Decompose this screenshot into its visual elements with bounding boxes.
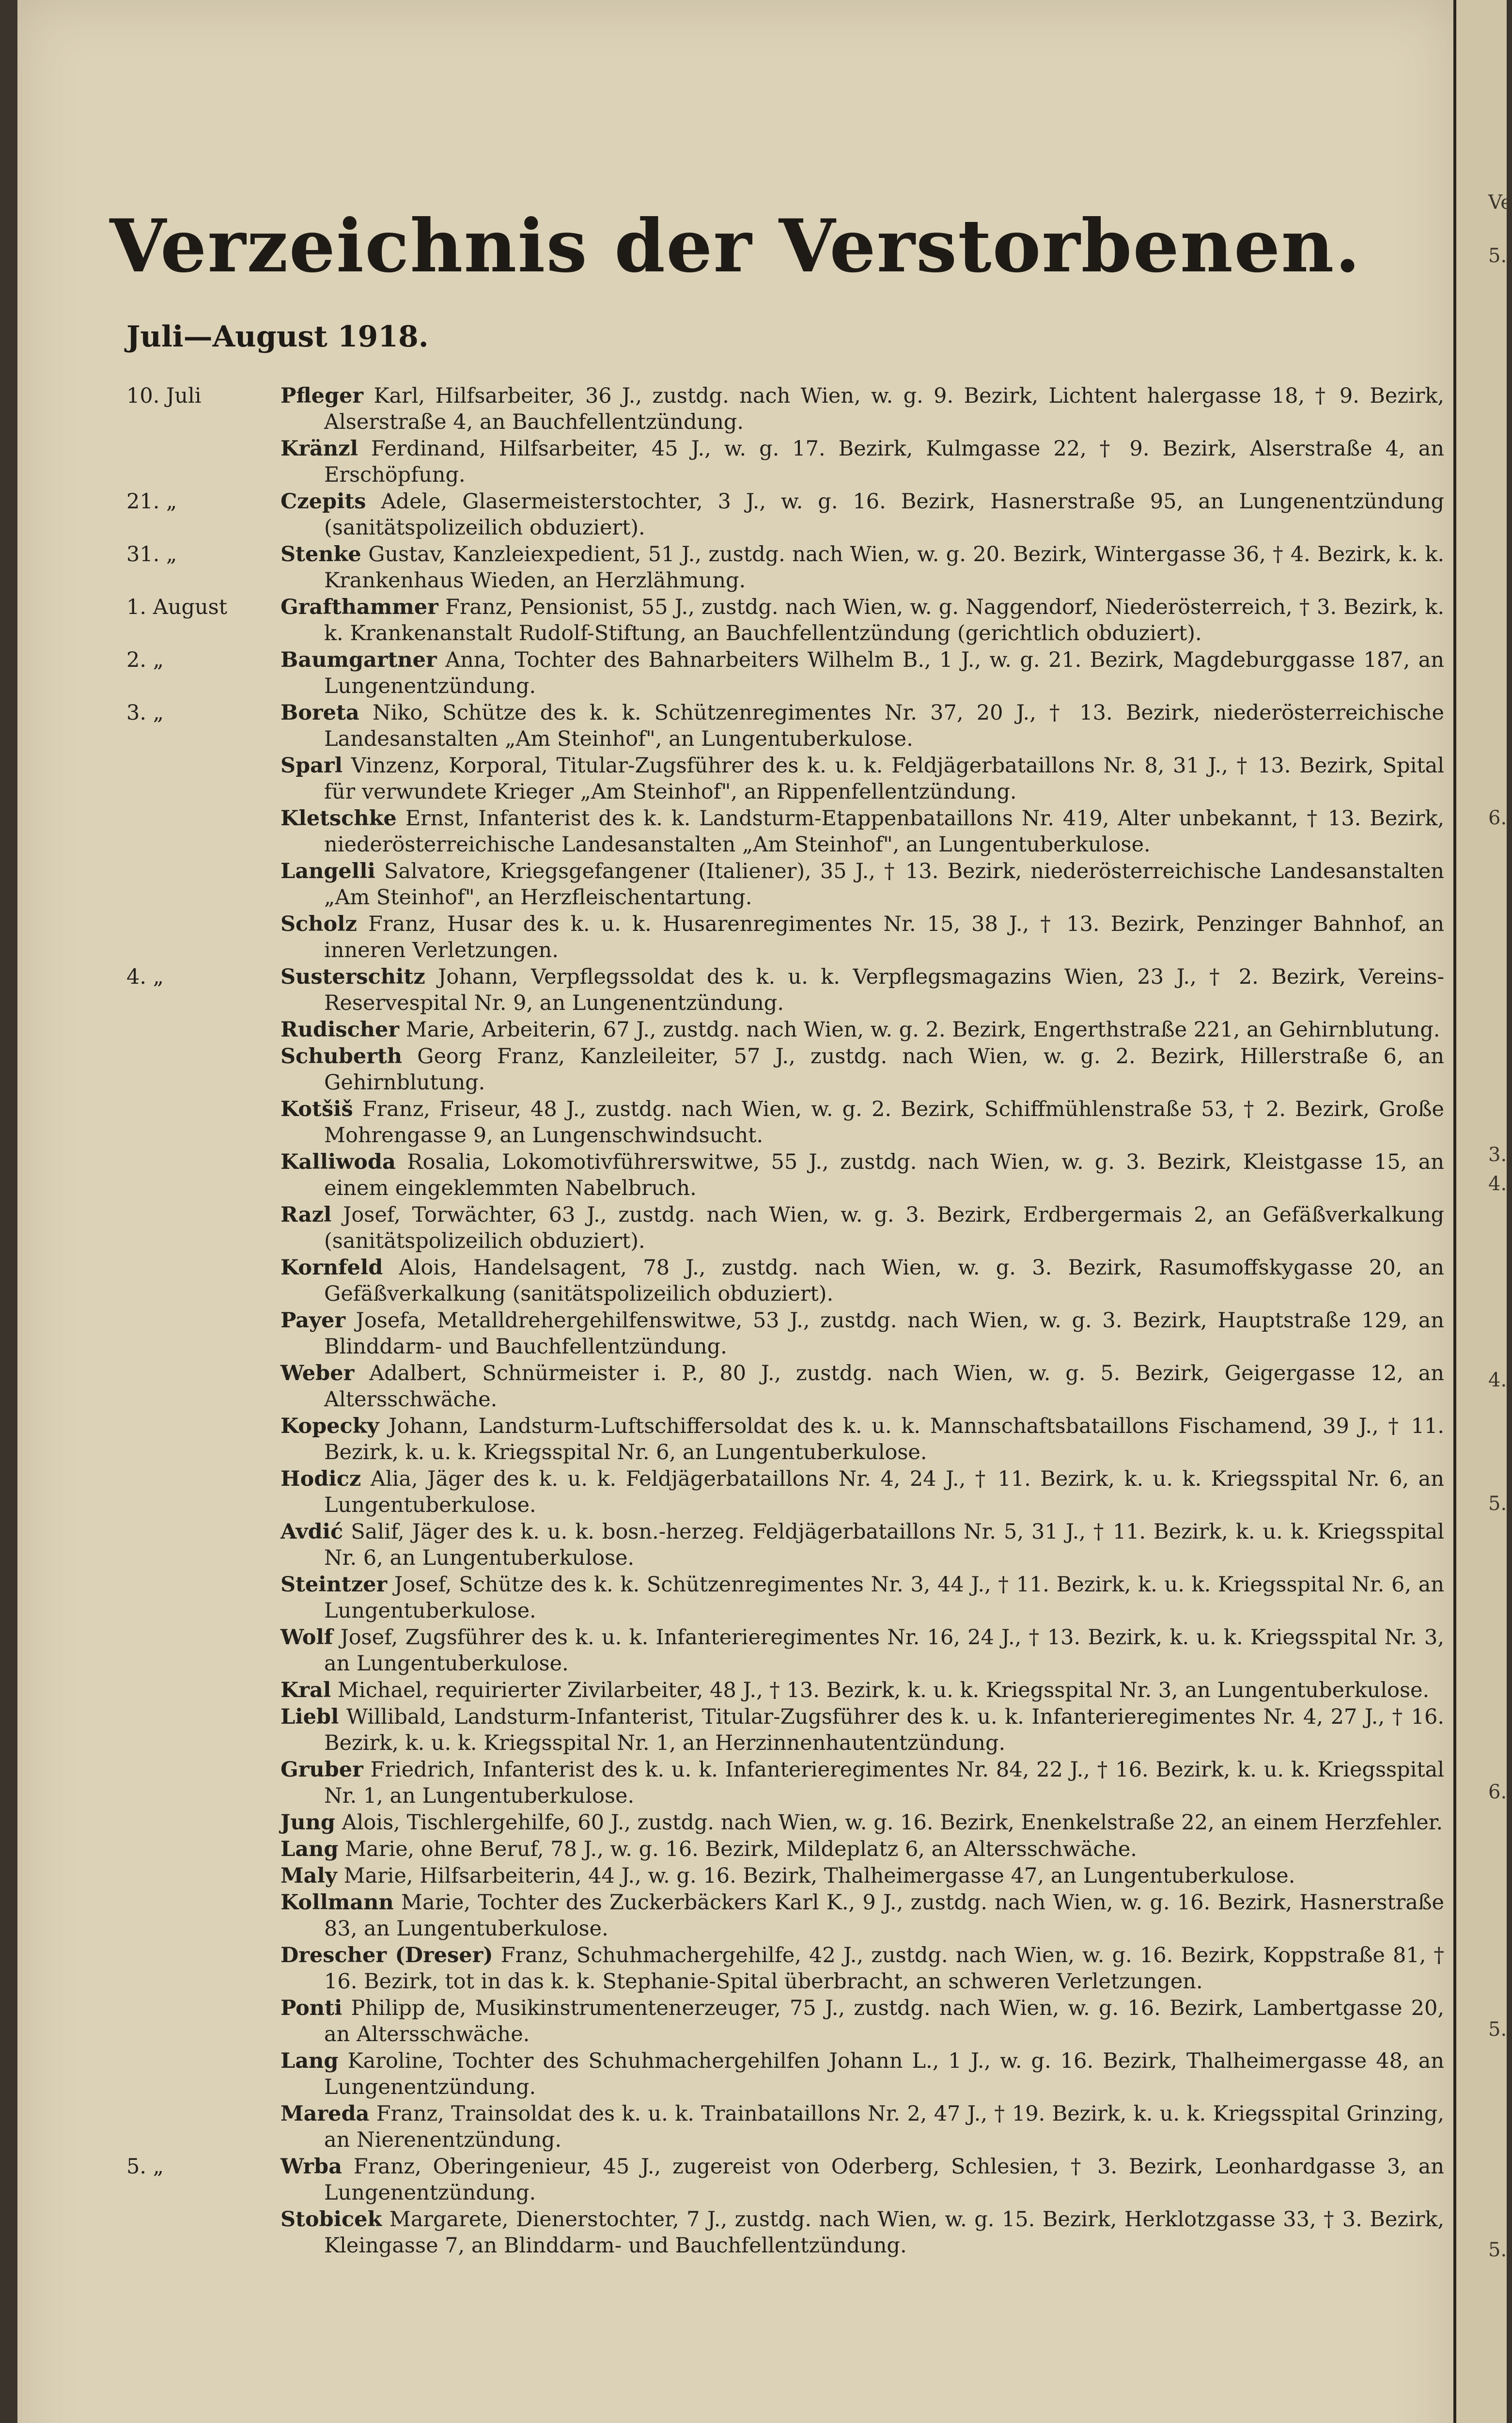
entry-surname: Wrba: [281, 2155, 342, 2179]
entry-body: [281, 911, 1444, 963]
entry-surname: Kopecky: [281, 1414, 379, 1438]
entry-body: [281, 1466, 1444, 1518]
entry-surname: Susterschitz: [281, 965, 425, 989]
entry-surname: Schuberth: [281, 1044, 402, 1069]
entry-body: [281, 2101, 1444, 2153]
entry-row: [126, 2048, 1444, 2100]
entry-date: 10. Juli: [126, 384, 202, 408]
entry-row: [126, 1255, 1444, 1307]
entry-row: [126, 1413, 1444, 1465]
entry-surname: Ponti: [281, 1996, 343, 2020]
entry-details: Marie, Hilfsarbeiterin, 44 J., w. g. 16. Bezirk, Thalheimergasse 47, an Lungentuberkulose.: [343, 1864, 1295, 1888]
strip-mark: 4.: [1488, 1173, 1507, 1195]
entry-surname: Boreta: [281, 701, 359, 725]
entry-body: [281, 1413, 1444, 1465]
section-heading: Juli—August 1918.: [126, 320, 429, 354]
entry-row: [126, 1995, 1444, 2047]
entry-details: Margarete, Dienerstochter, 7 J., zustdg. nach Wien, w. g. 15. Bezirk, Herklotzgasse 33, † 3. Bezirk, Kleingasse 7, an Blinddarm- und Bauchfellentzündung.: [324, 2207, 1444, 2258]
entry-details: Philipp de, Musikinstrumentenerzeuger, 75 J., zustdg. nach Wien, w. g. 16. Bezirk, Lambertgasse 20, an Altersschwäche.: [324, 1996, 1445, 2046]
entry-details: Gustav, Kanzleiexpedient, 51 J., zustdg. nach Wien, w. g. 20. Bezirk, Wintergasse 36, † 4. Bezirk, k. k. Krankenhaus Wieden, an Herzlähmung.: [324, 542, 1444, 593]
entry-body: [281, 1149, 1444, 1201]
entry-details: Alois, Tischlergehilfe, 60 J., zustdg. nach Wien, w. g. 16. Bezirk, Enenkelstraße 22, an einem Herzfehler.: [342, 1810, 1443, 1835]
entry-details: Franz, Oberingenieur, 45 J., zugereist von Oderberg, Schlesien, † 3. Bezirk, Leonhardgasse 3, an Lungenentzündung.: [324, 2155, 1444, 2205]
entry-row: [126, 1202, 1444, 1254]
entry-surname: Kalliwoda: [281, 1150, 396, 1174]
entry-body: [281, 1202, 1444, 1254]
strip-mark: 3.: [1488, 1144, 1507, 1166]
strip-mark: 4.: [1488, 1369, 1507, 1391]
entry-row: [126, 1017, 1444, 1043]
entry-list: [126, 383, 1444, 2259]
entry-surname: Payer: [281, 1308, 346, 1333]
entry-surname: Czepits: [281, 489, 366, 514]
entry-details: Karoline, Tochter des Schuhmachergehilfen Johann L., 1 J., w. g. 16. Bezirk, Thalheimergasse 48, an Lungenentzündung.: [324, 2049, 1445, 2099]
entry-row: [126, 1519, 1444, 1571]
entry-body: [281, 1360, 1444, 1413]
entry-details: Ernst, Infanterist des k. k. Landsturm-Etappenbataillons Nr. 419, Alter unbekannt, † 13. Bezirk, niederösterreichische Landesanstalten „Am Steinhof", an Lungentuberkulose.: [324, 806, 1444, 857]
entry-surname: Stobicek: [281, 2207, 382, 2232]
entry-row: [126, 1096, 1444, 1149]
entry-surname: Baumgartner: [281, 648, 437, 672]
strip-mark: 5.: [1488, 2239, 1507, 2261]
entry-details: Alois, Handelsagent, 78 J., zustdg. nach Wien, w. g. 3. Bezirk, Rasumoffskygasse 20, an Gefäßverkalkung (sanitätspolizeilich obduziert).: [324, 1256, 1444, 1306]
entry-row: [126, 1704, 1444, 1756]
entry-body: [281, 1043, 1444, 1096]
entry-row: [126, 1307, 1444, 1360]
entry-details: Karl, Hilfsarbeiter, 36 J., zustdg. nach Wien, w. g. 9. Bezirk, Lichtent halergasse 18, † 9. Bezirk, Alserstraße 4, an Bauchfellentzündung.: [324, 384, 1445, 434]
entry-details: Adele, Glasermeisterstochter, 3 J., w. g. 16. Bezirk, Hasnerstraße 95, an Lungenentzündung (sanitätspolizeilich obduziert).: [324, 489, 1445, 540]
entry-surname: Kränzl: [281, 437, 358, 461]
entry-row: [126, 1836, 1444, 1862]
entry-body: [281, 541, 1444, 594]
entry-body: [281, 1255, 1444, 1307]
entry-details: Franz, Schuhmachergehilfe, 42 J., zustdg. nach Wien, w. g. 16. Bezirk, Koppstraße 81, † 16. Bezirk, tot in das k. k. Stephanie-Spital überbracht, an schweren Verletzungen.: [324, 1943, 1444, 1994]
entry-row: [126, 1809, 1444, 1836]
entry-surname: Grafthammer: [281, 595, 438, 619]
entry-body: [281, 1572, 1444, 1624]
entry-details: Niko, Schütze des k. k. Schützenregimentes Nr. 37, 20 J., † 13. Bezirk, niederösterreichische Landesanstalten „Am Steinhof", an Lungentuberkulose.: [324, 701, 1444, 751]
entry-details: Franz, Pensionist, 55 J., zustdg. nach Wien, w. g. Naggendorf, Niederösterreich, † 3. Bezirk, k. k. Krankenanstalt Rudolf-Stiftung, an Bauchfellentzündung (gerichtlich obduziert).: [324, 595, 1445, 645]
entry-row: [126, 2154, 1444, 2206]
strip-mark: 5.: [1488, 245, 1507, 267]
entry-row: [126, 1942, 1444, 1995]
entry-details: Alia, Jäger des k. u. k. Feldjägerbataillons Nr. 4, 24 J., † 11. Bezirk, k. u. k. Kriegsspital Nr. 6, an Lungentuberkulose.: [324, 1467, 1444, 1517]
entry-row: [126, 753, 1444, 805]
entry-surname: Scholz: [281, 912, 357, 936]
entry-body: [281, 964, 1444, 1016]
entry-body: [281, 1757, 1444, 1809]
strip-mark: Ve: [1488, 191, 1512, 214]
entry-date: 21. „: [126, 489, 177, 514]
entry-row: [126, 1757, 1444, 1809]
entry-date: 2. „: [126, 648, 164, 672]
entry-surname: Gruber: [281, 1758, 363, 1782]
entry-details: Franz, Friseur, 48 J., zustdg. nach Wien, w. g. 2. Bezirk, Schiffmühlenstraße 53, † 2. Bezirk, Große Mohrengasse 9, an Lungenschwindsucht.: [324, 1097, 1444, 1148]
entry-surname: Stenke: [281, 542, 361, 566]
entry-row: [126, 1572, 1444, 1624]
entry-surname: Weber: [281, 1361, 355, 1385]
entry-surname: Hodicz: [281, 1467, 361, 1491]
entry-surname: Liebl: [281, 1705, 339, 1729]
entry-body: [281, 647, 1444, 699]
entry-body: [281, 594, 1444, 646]
entry-surname: Lang: [281, 1837, 339, 1861]
entry-surname: Kletschke: [281, 806, 397, 831]
entry-details: Josef, Zugsführer des k. u. k. Infanterieregimentes Nr. 16, 24 J., † 13. Bezirk, k. u. k. Kriegsspital Nr. 3, an Lungentuberkulose.: [324, 1625, 1444, 1676]
strip-mark: 5.: [1488, 1493, 1507, 1515]
entry-body: [281, 1704, 1444, 1756]
entry-surname: Pfleger: [281, 384, 364, 408]
entry-row: [126, 1149, 1444, 1201]
entry-body: [281, 805, 1444, 858]
document-page: [17, 0, 1453, 2423]
entry-row: [126, 2101, 1444, 2153]
entry-details: Franz, Trainsoldat des k. u. k. Trainbataillons Nr. 2, 47 J., † 19. Bezirk, k. u. k. Kriegsspital Grinzing, an Nierenentzündung.: [324, 2102, 1444, 2152]
strip-mark: 6.: [1488, 807, 1507, 829]
entry-row: [126, 647, 1444, 699]
entry-row: [126, 1677, 1444, 1703]
entry-body: [281, 2048, 1444, 2100]
entry-body: [281, 488, 1444, 541]
entry-surname: Steintzer: [281, 1573, 388, 1597]
entry-row: [126, 436, 1444, 488]
entry-details: Willibald, Landsturm-Infanterist, Titular-Zugsführer des k. u. k. Infanterieregimentes Nr. 4, 27 J., † 16. Bezirk, k. u. k. Kriegsspital Nr. 1, an Herzinnenhautentzündung.: [324, 1705, 1444, 1755]
entry-row: [126, 1466, 1444, 1518]
entry-date: 31. „: [126, 542, 177, 566]
entry-row: [126, 541, 1444, 594]
entry-details: Anna, Tochter des Bahnarbeiters Wilhelm B., 1 J., w. g. 21. Bezirk, Magdeburggasse 187, an Lungenentzündung.: [324, 648, 1444, 698]
adjacent-page-edge: [1453, 0, 1512, 2423]
entry-row: [126, 964, 1444, 1016]
entry-body: [281, 1863, 1444, 1889]
entry-row: [126, 700, 1444, 752]
entry-body: [281, 1942, 1444, 1995]
entry-details: Johann, Verpflegssoldat des k. u. k. Verpflegsmagazins Wien, 23 J., † 2. Bezirk, Vereins-Reservespital Nr. 9, an Lungenentzündung.: [324, 965, 1445, 1015]
entry-details: Marie, Arbeiterin, 67 J., zustdg. nach Wien, w. g. 2. Bezirk, Engerthstraße 221, an Gehirnblutung.: [405, 1018, 1440, 1042]
entry-surname: Drescher (Dreser): [281, 1943, 493, 1967]
entry-surname: Maly: [281, 1864, 337, 1888]
entry-row: [126, 2206, 1444, 2259]
entry-surname: Kollmann: [281, 1890, 394, 1915]
entry-body: [281, 1017, 1444, 1043]
entry-details: Marie, ohne Beruf, 78 J., w. g. 16. Bezirk, Mildeplatz 6, an Altersschwäche.: [345, 1837, 1137, 1861]
entry-row: [126, 911, 1444, 963]
entry-date: 4. „: [126, 965, 164, 989]
entry-row: [126, 1360, 1444, 1413]
entry-body: [281, 858, 1444, 911]
entry-body: [281, 1519, 1444, 1571]
entry-date: 3. „: [126, 701, 164, 725]
entry-body: [281, 1809, 1444, 1836]
entry-body: [281, 1096, 1444, 1149]
entry-body: [281, 1995, 1444, 2047]
entry-surname: Kotšiš: [281, 1097, 353, 1121]
entry-row: [126, 1889, 1444, 1942]
entry-details: Salif, Jäger des k. u. k. bosn.-herzeg. Feldjägerbataillons Nr. 5, 31 J., † 11. Bezirk, k. u. k. Kriegsspital Nr. 6, an Lungentuberkulose.: [324, 1520, 1445, 1570]
entry-row: [126, 805, 1444, 858]
entry-body: [281, 1836, 1444, 1862]
entry-details: Michael, requirierter Zivilarbeiter, 48 J., † 13. Bezirk, k. u. k. Kriegsspital Nr. 3, an Lungentuberkulose.: [337, 1678, 1430, 1702]
entry-row: [126, 858, 1444, 911]
entry-surname: Mareda: [281, 2102, 370, 2126]
entry-body: [281, 383, 1444, 435]
entry-details: Friedrich, Infanterist des k. u. k. Infanterieregimentes Nr. 84, 22 J., † 16. Bezirk, k. u. k. Kriegsspital Nr. 1, an Lungentuberkulose.: [324, 1758, 1444, 1808]
entry-surname: Langelli: [281, 859, 375, 883]
entry-details: Vinzenz, Korporal, Titular-Zugsführer des k. u. k. Feldjägerbataillons Nr. 8, 31 J., † 13. Bezirk, Spital für verwundete Krieger „Am Steinhof", an Rippenfellentzündung.: [324, 754, 1445, 804]
entry-details: Josef, Torwächter, 63 J., zustdg. nach Wien, w. g. 3. Bezirk, Erdbergermais 2, an Gefäßverkalkung (sanitätspolizeilich obduziert).: [324, 1203, 1445, 1253]
entry-surname: Kral: [281, 1678, 331, 1702]
entry-details: Franz, Husar des k. u. k. Husarenregimentes Nr. 15, 38 J., † 13. Bezirk, Penzinger Bahnhof, an inneren Verletzungen.: [324, 912, 1444, 962]
entry-details: Georg Franz, Kanzleileiter, 57 J., zustdg. nach Wien, w. g. 2. Bezirk, Hillerstraße 6, an Gehirnblutung.: [324, 1044, 1444, 1095]
entry-row: [126, 594, 1444, 646]
entry-details: Marie, Tochter des Zuckerbäckers Karl K., 9 J., zustdg. nach Wien, w. g. 16. Bezirk, Hasnerstraße 83, an Lungentuberkulose.: [324, 1890, 1445, 1941]
entry-row: [126, 1863, 1444, 1889]
entry-details: Josef, Schütze des k. k. Schützenregimentes Nr. 3, 44 J., † 11. Bezirk, k. u. k. Kriegsspital Nr. 6, an Lungentuberkulose.: [324, 1573, 1445, 1623]
entry-body: [281, 1677, 1444, 1703]
entry-details: Salvatore, Kriegsgefangener (Italiener), 35 J., † 13. Bezirk, niederösterreichische Landesanstalten „Am Steinhof", an Herzfleischentartung.: [324, 859, 1444, 910]
entry-row: [126, 488, 1444, 541]
entry-details: Ferdinand, Hilfsarbeiter, 45 J., w. g. 17. Bezirk, Kulmgasse 22, † 9. Bezirk, Alserstraße 4, an Erschöpfung.: [324, 437, 1444, 487]
entry-body: [281, 436, 1444, 488]
entry-row: [126, 383, 1444, 435]
page-title: Verzeichnis der Verstorbenen.: [109, 204, 1361, 289]
entry-details: Josefa, Metalldrehergehilfenswitwe, 53 J., zustdg. nach Wien, w. g. 3. Bezirk, Hauptstraße 129, an Blinddarm- und Bauchfellentzündung.: [324, 1308, 1444, 1359]
entry-body: [281, 700, 1444, 752]
strip-mark: 6.: [1488, 1781, 1507, 1803]
strip-mark: 5.: [1488, 2018, 1507, 2041]
entry-row: [126, 1624, 1444, 1677]
entry-body: [281, 753, 1444, 805]
entry-body: [281, 1624, 1444, 1677]
entry-surname: Kornfeld: [281, 1256, 383, 1280]
entry-surname: Rudischer: [281, 1018, 400, 1042]
entry-body: [281, 2154, 1444, 2206]
entry-body: [281, 2206, 1444, 2259]
entry-surname: Jung: [281, 1810, 335, 1835]
entry-surname: Avdić: [281, 1520, 343, 1544]
entry-date: 1. August: [126, 595, 228, 619]
entry-details: Rosalia, Lokomotivführerswitwe, 55 J., zustdg. nach Wien, w. g. 3. Bezirk, Kleistgasse 15, an einem eingeklemmten Nabelbruch.: [324, 1150, 1444, 1200]
entry-body: [281, 1889, 1444, 1942]
entry-surname: Sparl: [281, 754, 343, 778]
entry-surname: Razl: [281, 1203, 332, 1227]
entry-surname: Wolf: [281, 1625, 333, 1650]
entry-surname: Lang: [281, 2049, 339, 2073]
entry-body: [281, 1307, 1444, 1360]
entry-row: [126, 1043, 1444, 1096]
entry-details: Adalbert, Schnürmeister i. P., 80 J., zustdg. nach Wien, w. g. 5. Bezirk, Geigergasse 12, an Altersschwäche.: [324, 1361, 1444, 1412]
entry-date: 5. „: [126, 2155, 164, 2179]
entry-details: Johann, Landsturm-Luftschiffersoldat des k. u. k. Mannschaftsbataillons Fischamend, 39 J., † 11. Bezirk, k. u. k. Kriegsspital Nr. 6, an Lungentuberkulose.: [324, 1414, 1445, 1464]
